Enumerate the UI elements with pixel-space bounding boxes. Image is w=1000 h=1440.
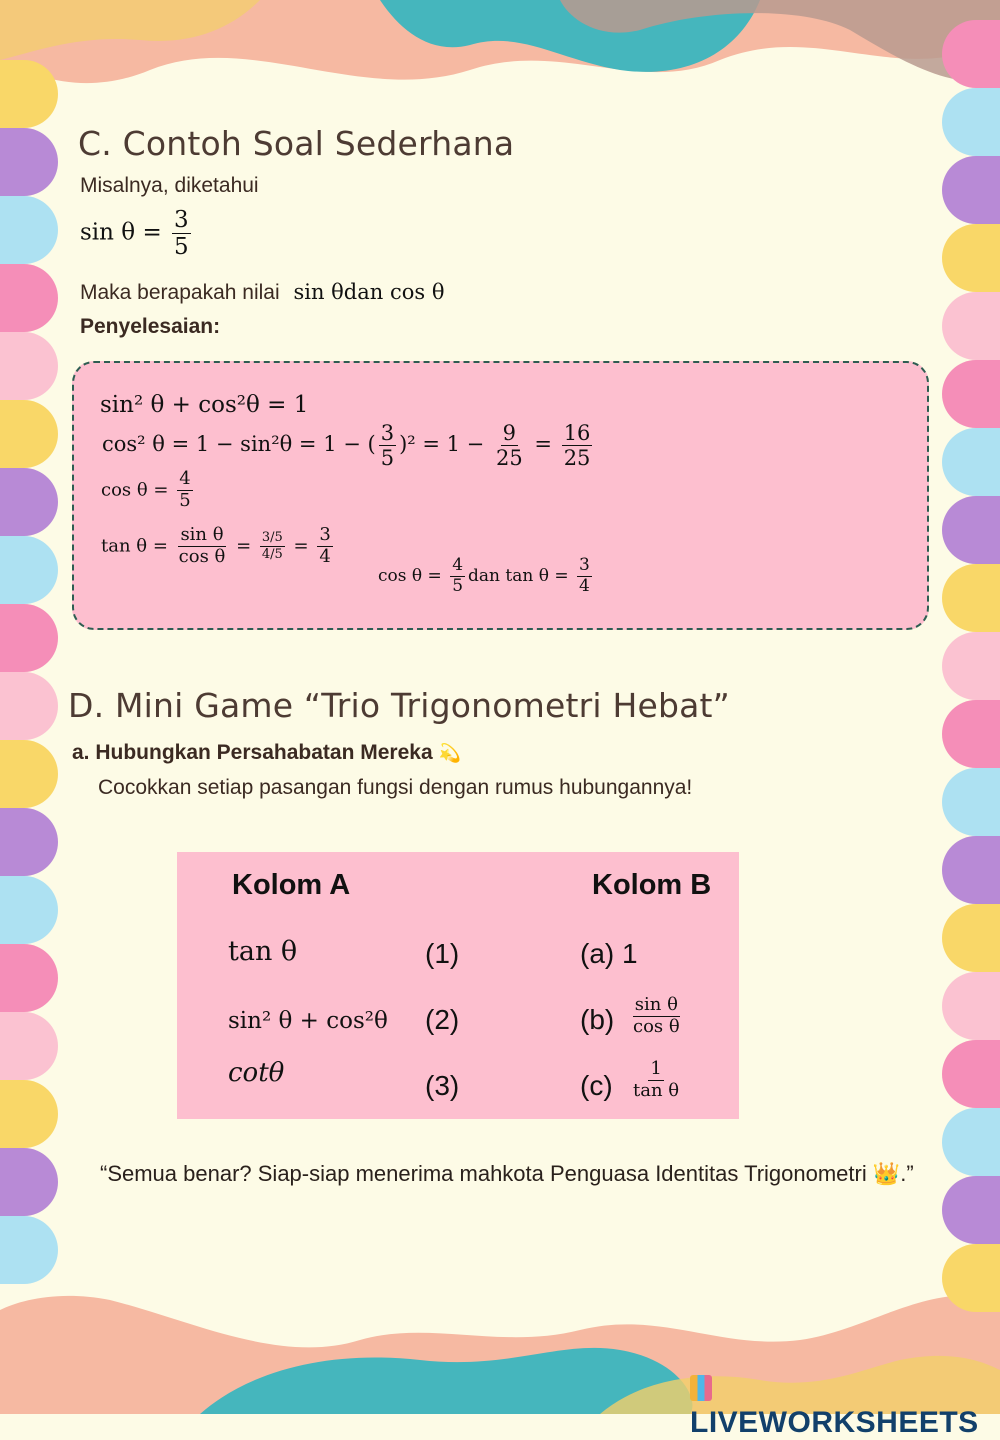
section-c-title: C. Contoh Soal Sederhana bbox=[78, 124, 515, 163]
brand-name: LIVEWORKSHEETS bbox=[690, 1406, 979, 1439]
line3-num: 4 bbox=[179, 468, 191, 489]
line2-frac1-den: 5 bbox=[380, 446, 395, 471]
given-equation bbox=[80, 208, 194, 259]
row1-b: (a) 1 bbox=[580, 938, 638, 969]
result-frac2-den: 4 bbox=[579, 575, 590, 596]
line2-frac3-den: 25 bbox=[563, 446, 591, 471]
line3-den: 5 bbox=[179, 489, 191, 511]
given-lhs: sin θ = bbox=[80, 219, 162, 246]
row2-a: sin² θ + cos²θ bbox=[228, 1008, 388, 1034]
crown-icon: 👑 bbox=[872, 1161, 901, 1186]
line2-frac3-num: 16 bbox=[563, 421, 591, 445]
line2-lhs: cos² θ = 1 − sin²θ = 1 − ( bbox=[102, 432, 376, 457]
line4-frac3-den: 4 bbox=[319, 545, 331, 567]
row2-number: (2) bbox=[425, 1004, 460, 1035]
question-math: sin θdan cos θ bbox=[293, 280, 445, 304]
column-b-header: Kolom B bbox=[592, 869, 712, 901]
row2-b-label: (b) bbox=[580, 1004, 615, 1035]
result-mid: dan tan θ = bbox=[468, 565, 569, 586]
question-text bbox=[80, 280, 444, 305]
section-d-subtitle bbox=[72, 741, 461, 765]
solution-line-4: tan θ = $\frac{\text{sin θ}}{\text{cos θ}}$ = $\frac{3/5}{4/5}$ = $\frac{3}{4}$ bbox=[101, 524, 331, 567]
solution-line-1: sin² θ + cos²θ = 1 bbox=[100, 392, 309, 418]
solution-line-3 bbox=[101, 470, 196, 511]
section-d-title: D. Mini Game “Trio Trigonometri Hebat” bbox=[68, 686, 730, 725]
row2-b-num: sin θ bbox=[634, 994, 678, 1015]
line4-lhs: tan θ = bbox=[101, 535, 168, 557]
solution-line-2 bbox=[102, 422, 595, 469]
line2-eq: = bbox=[534, 432, 552, 457]
line3-lhs: cos θ = bbox=[101, 479, 169, 501]
result-frac1-num: 4 bbox=[452, 555, 464, 575]
result-frac2-num: 3 bbox=[579, 555, 590, 575]
row3-b-label: (c) bbox=[580, 1070, 613, 1101]
liveworksheets-logo[interactable] bbox=[690, 1372, 1000, 1440]
line4-frac2-den: 4/5 bbox=[261, 546, 283, 562]
solution-label: Penyelesaian: bbox=[80, 315, 221, 338]
result-lhs: cos θ = bbox=[378, 565, 442, 586]
row3-b-fraction bbox=[628, 1060, 684, 1101]
row3-b-num: 1 bbox=[650, 1058, 662, 1079]
row3-b-den: tan θ bbox=[633, 1079, 680, 1101]
dizzy-star-icon: 💫 bbox=[438, 743, 461, 763]
given-denominator: 5 bbox=[174, 234, 189, 261]
instruction-text: Cocokkan setiap pasangan fungsi dengan rumus hubungannya! bbox=[98, 776, 693, 799]
question-label: Maka berapakah nilai bbox=[80, 281, 280, 304]
row1-a: tan θ bbox=[228, 936, 298, 967]
line2-frac2-den: 25 bbox=[495, 446, 523, 471]
closing-quote bbox=[100, 1156, 928, 1191]
result-frac1-den: 5 bbox=[452, 575, 464, 596]
line2-frac2-num: 9 bbox=[502, 421, 517, 445]
row2-b-fraction bbox=[628, 996, 685, 1037]
line4-frac1-den: cos θ bbox=[178, 545, 226, 567]
subtitle-text: a. Hubungkan Persahabatan Mereka bbox=[72, 741, 433, 764]
row2-b-den: cos θ bbox=[633, 1015, 680, 1037]
closing-text: “Semua benar? Siap-siap menerima mahkota Penguasa Identitas Trigonometri bbox=[100, 1161, 867, 1186]
line4-frac3-num: 3 bbox=[319, 524, 331, 545]
intro-text: Misalnya, diketahui bbox=[80, 174, 259, 197]
line4-frac1-num: sin θ bbox=[180, 524, 224, 545]
row3-number: (3) bbox=[425, 1070, 460, 1101]
solution-result bbox=[378, 557, 595, 596]
column-a-header: Kolom A bbox=[232, 869, 351, 901]
liveworksheets-logo-icon bbox=[690, 1375, 712, 1401]
line2-mid: )² = 1 − bbox=[399, 432, 485, 457]
given-numerator: 3 bbox=[174, 207, 189, 233]
row3-a: cotθ bbox=[228, 1058, 285, 1088]
line4-frac2-num: 3/5 bbox=[261, 530, 283, 546]
closing-end: .” bbox=[900, 1161, 914, 1186]
line2-frac1-num: 3 bbox=[380, 421, 395, 445]
row1-number: (1) bbox=[425, 938, 460, 969]
